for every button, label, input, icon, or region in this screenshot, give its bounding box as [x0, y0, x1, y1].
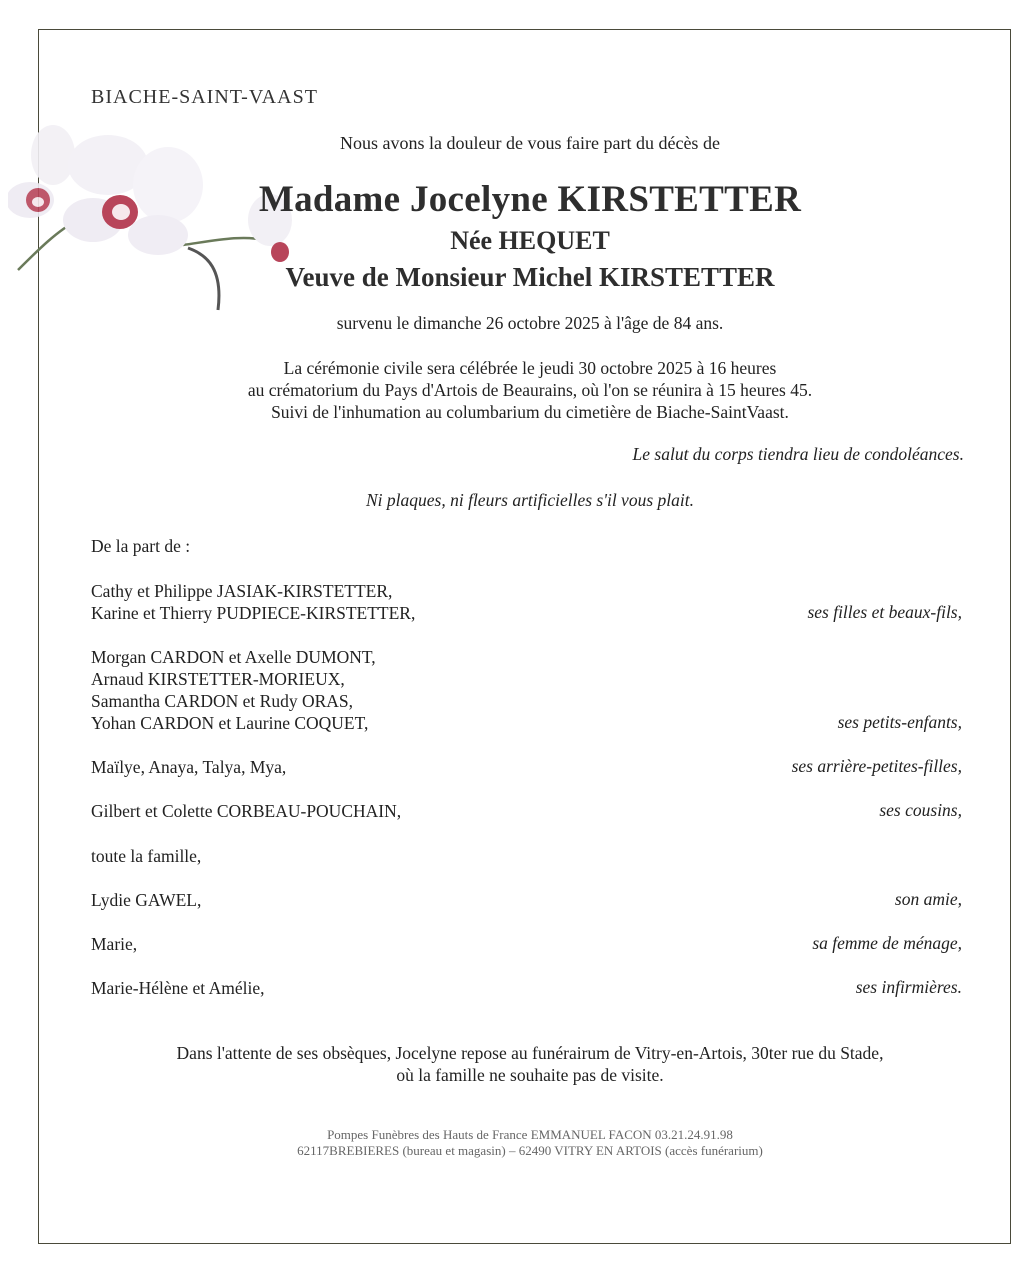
family-relation: ses filles et beaux-fils, — [807, 602, 962, 622]
ceremony-line: Suivi de l'inhumation au columbarium du cimetière de Biache-SaintVaast. — [271, 402, 789, 422]
family-member: Samantha CARDON et Rudy ORAS, — [91, 691, 354, 711]
family-member: Arnaud KIRSTETTER-MORIEUX, — [91, 669, 345, 689]
family-group-names — [91, 933, 137, 955]
family-group-names — [91, 889, 201, 911]
funeral-home-footer — [40, 1127, 1020, 1159]
family-group-names — [91, 756, 286, 778]
family-relation: ses cousins, — [879, 800, 962, 820]
widow-of: Veuve de Monsieur Michel KIRSTETTER — [285, 262, 775, 292]
family-relation: ses infirmières. — [855, 977, 962, 997]
family-member: Yohan CARDON et Laurine COQUET, — [91, 713, 369, 733]
ceremony-line: La cérémonie civile sera célébrée le jeudi 30 octobre 2025 à 16 heures — [283, 358, 777, 378]
family-relation: son amie, — [894, 889, 962, 909]
family-member: Marie-Hélène et Amélie, — [91, 978, 265, 998]
family-member: toute la famille, — [91, 846, 202, 866]
family-group-names — [91, 646, 376, 734]
family-member: Karine et Thierry PUDPIECE-KIRSTETTER, — [91, 603, 416, 623]
footer-line: 62117BREBIERES (bureau et magasin) – 62490 VITRY EN ARTOIS (accès funérarium) — [297, 1143, 763, 1158]
from-label: De la part de : — [91, 536, 191, 556]
ceremony-details — [40, 357, 1020, 423]
deceased-name: Madame Jocelyne KIRSTETTER — [258, 179, 802, 220]
family-group-names — [91, 800, 401, 822]
family-member: Marie, — [91, 934, 138, 954]
ceremony-line: au crématorium du Pays d'Artois de Beaurains, où l'on se réunira à 15 heures 45. — [247, 380, 813, 400]
family-group-names — [91, 580, 415, 624]
town-name: BIACHE-SAINT-VAAST — [91, 86, 318, 108]
family-member: Lydie GAWEL, — [91, 890, 202, 910]
family-relation: sa femme de ménage, — [812, 933, 962, 953]
wake-details — [40, 1042, 1020, 1086]
family-member: Cathy et Philippe JASIAK-KIRSTETTER, — [91, 581, 393, 601]
condolences-note: Le salut du corps tiendra lieu de condoléances. — [632, 444, 964, 464]
family-member: Gilbert et Colette CORBEAU-POUCHAIN, — [91, 801, 402, 821]
wake-line: où la famille ne souhaite pas de visite. — [396, 1065, 664, 1085]
family-relation: ses arrière-petites-filles, — [791, 756, 962, 776]
family-member: Morgan CARDON et Axelle DUMONT, — [91, 647, 376, 667]
family-relation: ses petits-enfants, — [837, 712, 962, 732]
flowers-note: Ni plaques, ni fleurs artificielles s'il vous plait. — [366, 490, 694, 510]
wake-line: Dans l'attente de ses obsèques, Jocelyne repose au funérairum de Vitry-en-Artois, 30ter rue du Stade, — [176, 1043, 884, 1063]
maiden-name: Née HEQUET — [450, 226, 610, 255]
death-date: survenu le dimanche 26 octobre 2025 à l'âge de 84 ans. — [336, 313, 724, 333]
footer-line: Pompes Funèbres des Hauts de France EMMANUEL FACON 03.21.24.91.98 — [327, 1127, 733, 1142]
intro-text: Nous avons la douleur de vous faire part du décès de — [340, 133, 720, 153]
family-group-names — [91, 845, 201, 867]
family-group-names — [91, 977, 264, 999]
family-member: Maïlye, Anaya, Talya, Mya, — [91, 757, 287, 777]
